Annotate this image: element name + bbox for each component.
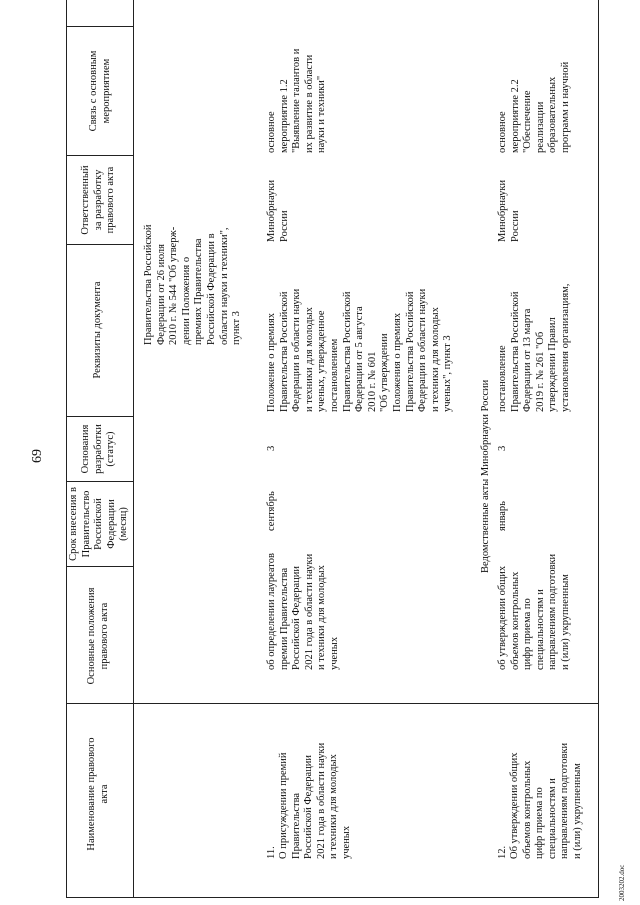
col-divider-4 (66, 481, 133, 482)
col-divider-1 (66, 897, 598, 898)
footer-filename: 2003202.doc (618, 864, 626, 901)
row-12-requisites: постановление Правительства Российской Федерации от 13 марта 2019 г. № 261 "Об утверждении Правил установления организациям, (497, 283, 571, 412)
row-11-name: О присуждении премий Правительства Российской Федерации 2021 года в области науки и техники для молодых ученых (278, 742, 352, 859)
row-12-provisions: об утверждении общих объемов контрольных цифр приема по специальностям и направлениям подготовки и (или) укрупненным (497, 553, 571, 670)
header-deadline: Срок внесения в Правительство Российской Федерации (месяц) (68, 487, 130, 561)
section-title: Ведомственные акты Минобрнауки России (480, 379, 491, 573)
header-bottom-border (133, 0, 134, 898)
table-bottom-border (598, 0, 599, 898)
col-divider-8 (66, 26, 133, 27)
header-link: Связь с основным мероприятием (88, 50, 112, 132)
row-11-responsible: Минобрнауки России (266, 179, 290, 242)
row-12-link: основное мероприятие 2.2 "Обеспечение реализации образовательных программ и научной (497, 61, 571, 153)
row-12-number: 12. (497, 845, 508, 859)
col-divider-7 (66, 155, 133, 156)
col-divider-5 (66, 416, 133, 417)
row-12-basis: 3 (497, 445, 508, 451)
header-provisions: Основные положения правового акта (86, 587, 110, 685)
col-divider-3 (66, 566, 133, 567)
row-11-basis: 3 (266, 445, 277, 451)
continuation-requisites: Правительства Российской Федерации от 26 июля 2010 г. № 544 "Об утверж- дении Положения о премиях Правительства Российской Федерации в области науки и техники", пункт 3 (143, 224, 243, 345)
row-11-link: основное мероприятие 1.2 "Выявление талантов и их развитие в области науки и техники" (266, 48, 328, 153)
col-divider-2 (66, 703, 598, 704)
row-12-responsible: Минобрнауки России (497, 179, 521, 242)
header-basis: Основания разработки (статус) (80, 424, 117, 474)
col-divider-6 (66, 244, 133, 245)
row-11-requisites: Положение о премиях Правительства Российской Федерации в области науки и техники для молодых ученых, утвержденное постановлением Правительства Российской Федерации от 5 августа 2010 г. № 601 "Об утверждении Положения о премиях Правительства Российской Федерации в области науки и техники для молодых ученых", пункт 3 (266, 288, 454, 412)
row-11-deadline: сентябрь (266, 491, 277, 531)
header-requisites: Реквизиты документа (92, 281, 103, 379)
row-11-number: 11. (266, 846, 277, 859)
table-top-border (66, 0, 67, 898)
row-11-provisions: об определении лауреатов премии Правительства Российской Федерации 2021 года в области науки и техники для молодых ученых (266, 553, 340, 670)
row-12-deadline: январь (497, 501, 508, 531)
page-number: 69 (30, 449, 45, 463)
header-responsible: Ответственный за разработку правового акта (80, 165, 117, 235)
row-12-name: Об утверждении общих объемов контрольных цифр приема по специальностям и направлениям подготовки и (или) укрупненным (509, 742, 583, 859)
header-name: Наименование правового акта (86, 737, 110, 851)
